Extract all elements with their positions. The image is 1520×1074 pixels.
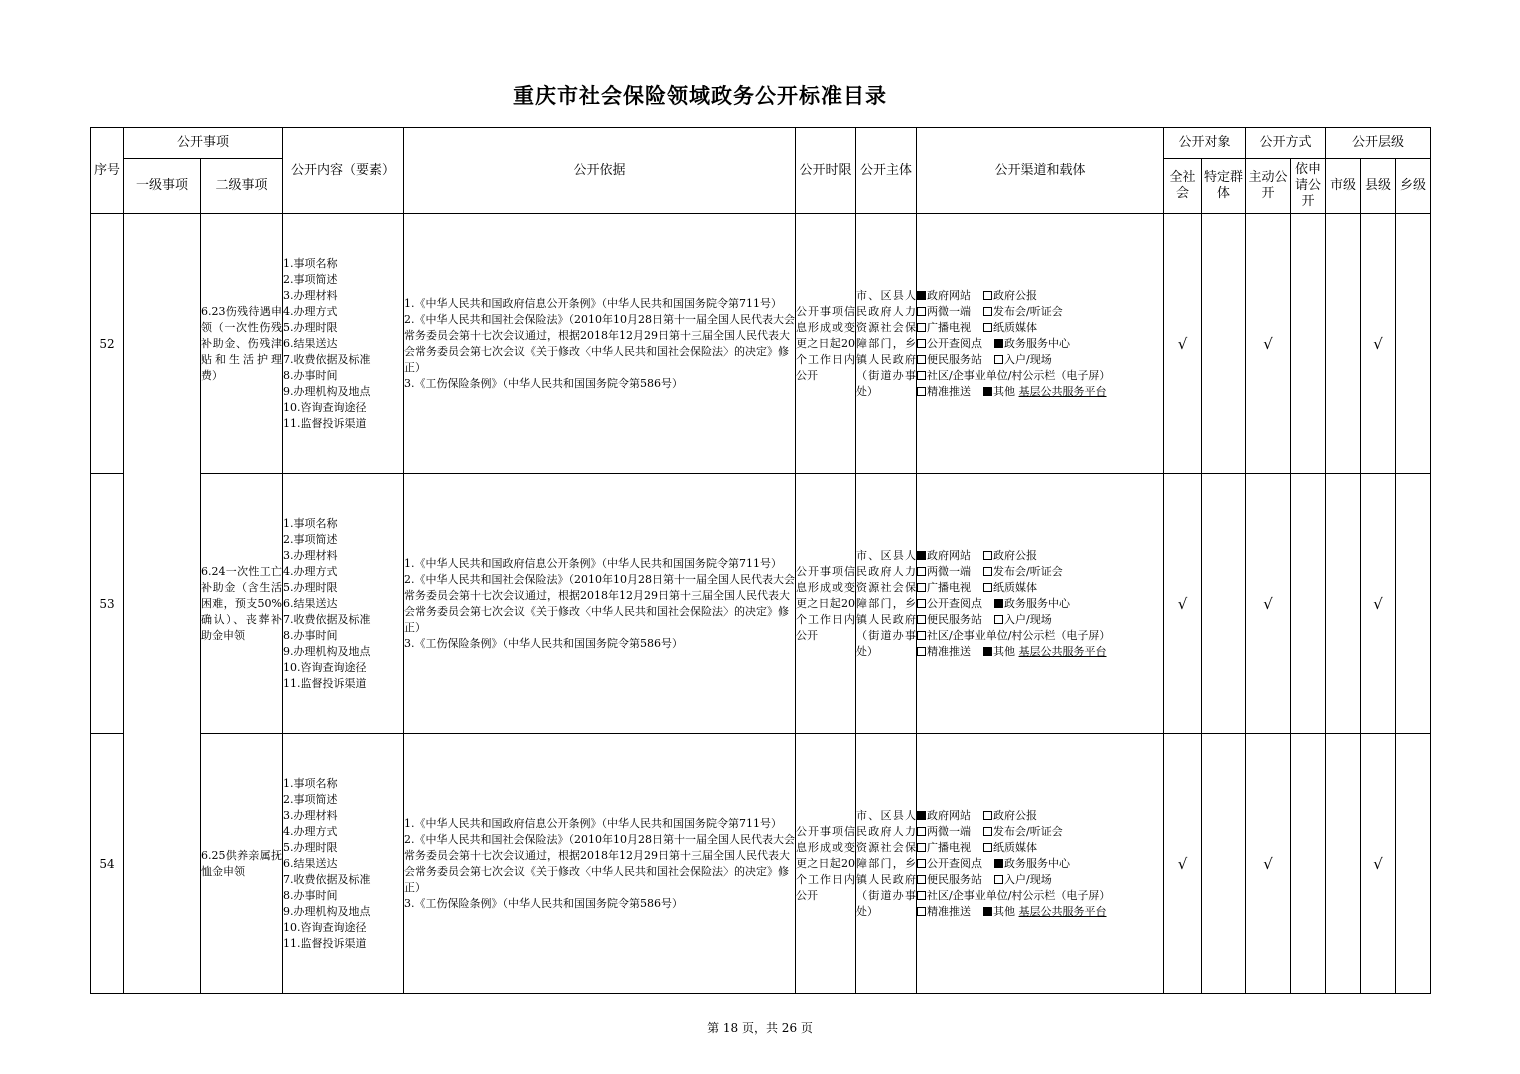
content-item: 10.咨询查询途径 [283, 920, 367, 934]
checkbox-door-to-door [994, 875, 1003, 884]
row-basis [404, 734, 796, 994]
basis-item: 1.《中华人民共和国政府信息公开条例》（中华人民共和国国务院令第711号） [404, 816, 783, 830]
check-apply [1291, 214, 1326, 474]
checkbox-bulletin [917, 631, 926, 640]
row-basis [404, 474, 796, 734]
page-title: 重庆市社会保险领域政务公开标准目录 [513, 83, 887, 108]
row-level2: 6.25供养亲属抚恤金申领 [201, 734, 283, 994]
check-city [1326, 474, 1361, 734]
channel-label-gazette: 政府公报 [993, 548, 1038, 562]
channel-line [917, 580, 1163, 596]
check-city [1326, 734, 1361, 994]
channel-label-query-point: 公开查阅点 [927, 856, 983, 870]
channel-line [917, 628, 1163, 644]
content-item: 9.办理机构及地点 [283, 384, 371, 398]
channel-label-service-center: 政务服务中心 [1004, 336, 1071, 350]
channel-label-push: 精准推送 [927, 384, 972, 398]
basis-item: 2.《中华人民共和国社会保险法》（2010年10月28日第十一届全国人民代表大会常务委员会第十七次会议通过，根据2018年12月29日第十三届全国人民代表大会常务委员会第七次会议《关于修改〈中华人民共和国社会保险法〉的决定》修正） [404, 572, 795, 634]
checkbox-two-micro [917, 827, 926, 836]
content-item: 6.结果送达 [283, 856, 338, 870]
checkbox-bulletin [917, 891, 926, 900]
check-town [1396, 214, 1431, 474]
channel-other-value: 基层公共服务平台 [1018, 904, 1107, 918]
header-level-county: 县级 [1361, 159, 1396, 214]
header-level2: 二级事项 [201, 159, 283, 214]
channel-line [917, 872, 1163, 888]
header-seq: 序号 [91, 128, 124, 214]
checkbox-gov-site [917, 551, 926, 560]
channel-line [917, 352, 1163, 368]
table-row [91, 474, 1431, 734]
content-item: 2.事项简述 [283, 792, 338, 806]
row-subject: 市、区县人民政府人力资源社会保障部门，乡镇人民政府（街道办事处） [856, 734, 917, 994]
content-item: 7.收费依据及标准 [283, 612, 371, 626]
row-channels [917, 474, 1164, 734]
checkbox-gazette [983, 291, 992, 300]
content-item: 7.收费依据及标准 [283, 872, 371, 886]
check-town [1396, 474, 1431, 734]
channel-label-press: 发布会/听证会 [993, 564, 1063, 578]
checkbox-query-point [917, 859, 926, 868]
content-item: 4.办理方式 [283, 824, 338, 838]
checkbox-two-micro [917, 567, 926, 576]
channel-line [917, 856, 1163, 872]
header-audience-all: 全社会 [1164, 159, 1202, 214]
checkbox-push [917, 907, 926, 916]
checkbox-push [917, 647, 926, 656]
channel-label-gazette: 政府公报 [993, 288, 1038, 302]
checkbox-service-station [917, 615, 926, 624]
channel-label-service-station: 便民服务站 [927, 612, 983, 626]
check-specific [1202, 214, 1246, 474]
check-county: √ [1361, 214, 1396, 474]
header-method-apply: 依申请公开 [1291, 159, 1326, 214]
check-active: √ [1246, 734, 1291, 994]
content-item: 1.事项名称 [283, 516, 338, 530]
channel-label-broadcast: 广播电视 [927, 580, 972, 594]
row-channels [917, 734, 1164, 994]
channel-label-two-micro: 两微一端 [927, 824, 972, 838]
row-content [283, 734, 404, 994]
row-channels [917, 214, 1164, 474]
header-level-city: 市级 [1326, 159, 1361, 214]
checkbox-other [983, 907, 992, 916]
channel-line [917, 548, 1163, 564]
checkbox-door-to-door [994, 355, 1003, 364]
row-basis [404, 214, 796, 474]
checkbox-paper-media [983, 843, 992, 852]
table-row [91, 734, 1431, 994]
channel-line [917, 904, 1163, 920]
header-audience-specific: 特定群体 [1202, 159, 1246, 214]
channel-label-service-center: 政务服务中心 [1004, 596, 1071, 610]
checkbox-other [983, 647, 992, 656]
channel-label-broadcast: 广播电视 [927, 320, 972, 334]
content-item: 9.办理机构及地点 [283, 904, 371, 918]
check-specific [1202, 474, 1246, 734]
checkbox-push [917, 387, 926, 396]
channel-line [917, 888, 1163, 904]
channel-label-gov-site: 政府网站 [927, 288, 972, 302]
channel-label-bulletin: 社区/企事业单位/村公示栏（电子屏） [927, 368, 1111, 382]
channel-label-other: 其他 [993, 384, 1016, 398]
row-seq: 52 [91, 214, 124, 474]
header-level: 公开层级 [1326, 128, 1431, 159]
checkbox-gov-site [917, 811, 926, 820]
basis-item: 1.《中华人民共和国政府信息公开条例》（中华人民共和国国务院令第711号） [404, 556, 783, 570]
check-all: √ [1164, 474, 1202, 734]
header-method-active: 主动公开 [1246, 159, 1291, 214]
checkbox-service-center [994, 339, 1003, 348]
channel-label-service-station: 便民服务站 [927, 352, 983, 366]
channel-label-push: 精准推送 [927, 644, 972, 658]
channel-label-service-center: 政务服务中心 [1004, 856, 1071, 870]
header-audience: 公开对象 [1164, 128, 1246, 159]
checkbox-service-center [994, 599, 1003, 608]
check-county: √ [1361, 734, 1396, 994]
row-time-limit: 公开事项信息形成或变更之日起20个工作日内公开 [796, 214, 856, 474]
row-subject: 市、区县人民政府人力资源社会保障部门，乡镇人民政府（街道办事处） [856, 214, 917, 474]
row-level2: 6.23伤残待遇申领（一次性伤残补助金、伤残津贴和生活护理费） [201, 214, 283, 474]
row-level2: 6.24一次性工亡补助金（含生活困难，预支50%确认）、丧葬补助金申领 [201, 474, 283, 734]
content-item: 11.监督投诉渠道 [283, 936, 367, 950]
channel-label-gazette: 政府公报 [993, 808, 1038, 822]
check-specific [1202, 734, 1246, 994]
checkbox-service-station [917, 875, 926, 884]
check-all: √ [1164, 214, 1202, 474]
check-active: √ [1246, 474, 1291, 734]
channel-label-door-to-door: 入户/现场 [1004, 872, 1052, 886]
channel-line [917, 644, 1163, 660]
content-item: 6.结果送达 [283, 336, 338, 350]
content-item: 9.办理机构及地点 [283, 644, 371, 658]
channel-line [917, 288, 1163, 304]
table-body [91, 214, 1431, 994]
content-item: 1.事项名称 [283, 256, 338, 270]
content-item: 8.办事时间 [283, 368, 338, 382]
row-content [283, 474, 404, 734]
content-item: 3.办理材料 [283, 548, 338, 562]
content-item: 11.监督投诉渠道 [283, 676, 367, 690]
check-apply [1291, 734, 1326, 994]
checkbox-query-point [917, 339, 926, 348]
content-item: 8.办事时间 [283, 628, 338, 642]
header-basis: 公开依据 [404, 128, 796, 214]
row-seq: 53 [91, 474, 124, 734]
content-item: 11.监督投诉渠道 [283, 416, 367, 430]
channel-line [917, 304, 1163, 320]
checkbox-query-point [917, 599, 926, 608]
checkbox-press [983, 307, 992, 316]
check-county: √ [1361, 474, 1396, 734]
channel-label-door-to-door: 入户/现场 [1004, 612, 1052, 626]
channel-line [917, 596, 1163, 612]
channel-label-query-point: 公开查阅点 [927, 596, 983, 610]
basis-item: 3.《工伤保险条例》（中华人民共和国国务院令第586号） [404, 376, 684, 390]
content-item: 10.咨询查询途径 [283, 660, 367, 674]
basis-item: 3.《工伤保险条例》（中华人民共和国国务院令第586号） [404, 636, 684, 650]
checkbox-other [983, 387, 992, 396]
row-time-limit: 公开事项信息形成或变更之日起20个工作日内公开 [796, 474, 856, 734]
row-subject: 市、区县人民政府人力资源社会保障部门，乡镇人民政府（街道办事处） [856, 474, 917, 734]
channel-label-gov-site: 政府网站 [927, 808, 972, 822]
channel-label-door-to-door: 入户/现场 [1004, 352, 1052, 366]
checkbox-service-station [917, 355, 926, 364]
channel-label-two-micro: 两微一端 [927, 564, 972, 578]
content-item: 3.办理材料 [283, 288, 338, 302]
checkbox-broadcast [917, 323, 926, 332]
header-subject: 公开主体 [856, 128, 917, 214]
header-row-1 [91, 128, 1431, 159]
header-method: 公开方式 [1246, 128, 1326, 159]
channel-label-bulletin: 社区/企事业单位/村公示栏（电子屏） [927, 888, 1111, 902]
content-item: 6.结果送达 [283, 596, 338, 610]
channel-line [917, 564, 1163, 580]
row-seq: 54 [91, 734, 124, 994]
check-town [1396, 734, 1431, 994]
header-level-town: 乡级 [1396, 159, 1431, 214]
checkbox-broadcast [917, 843, 926, 852]
channel-line [917, 368, 1163, 384]
content-item: 10.咨询查询途径 [283, 400, 367, 414]
checkbox-paper-media [983, 323, 992, 332]
channel-line [917, 320, 1163, 336]
channel-label-other: 其他 [993, 644, 1016, 658]
channel-label-gov-site: 政府网站 [927, 548, 972, 562]
content-item: 5.办理时限 [283, 320, 338, 334]
header-items: 公开事项 [124, 128, 283, 159]
content-item: 2.事项简述 [283, 532, 338, 546]
content-item: 4.办理方式 [283, 304, 338, 318]
channel-label-query-point: 公开查阅点 [927, 336, 983, 350]
channel-label-push: 精准推送 [927, 904, 972, 918]
content-item: 4.办理方式 [283, 564, 338, 578]
disclosure-catalog-table [90, 127, 1431, 994]
check-apply [1291, 474, 1326, 734]
checkbox-press [983, 827, 992, 836]
channel-label-two-micro: 两微一端 [927, 304, 972, 318]
channel-label-paper-media: 纸质媒体 [993, 320, 1038, 334]
page-footer: 第 18 页，共 26 页 [707, 1021, 813, 1035]
channel-label-broadcast: 广播电视 [927, 840, 972, 854]
channel-label-other: 其他 [993, 904, 1016, 918]
content-item: 5.办理时限 [283, 840, 338, 854]
checkbox-gazette [983, 551, 992, 560]
row-time-limit: 公开事项信息形成或变更之日起20个工作日内公开 [796, 734, 856, 994]
content-item: 7.收费依据及标准 [283, 352, 371, 366]
channel-label-service-station: 便民服务站 [927, 872, 983, 886]
checkbox-bulletin [917, 371, 926, 380]
header-channels: 公开渠道和载体 [917, 128, 1164, 214]
checkbox-door-to-door [994, 615, 1003, 624]
channel-label-press: 发布会/听证会 [993, 824, 1063, 838]
channel-other-value: 基层公共服务平台 [1018, 384, 1107, 398]
content-item: 5.办理时限 [283, 580, 338, 594]
checkbox-broadcast [917, 583, 926, 592]
row-level1 [124, 214, 201, 994]
channel-label-press: 发布会/听证会 [993, 304, 1063, 318]
channel-line [917, 384, 1163, 400]
channel-line [917, 840, 1163, 856]
header-time-limit: 公开时限 [796, 128, 856, 214]
channel-line [917, 336, 1163, 352]
basis-item: 2.《中华人民共和国社会保险法》（2010年10月28日第十一届全国人民代表大会常务委员会第十七次会议通过，根据2018年12月29日第十三届全国人民代表大会常务委员会第七次会议《关于修改〈中华人民共和国社会保险法〉的决定》修正） [404, 832, 795, 894]
basis-item: 2.《中华人民共和国社会保险法》（2010年10月28日第十一届全国人民代表大会常务委员会第十七次会议通过，根据2018年12月29日第十三届全国人民代表大会常务委员会第七次会议《关于修改〈中华人民共和国社会保险法〉的决定》修正） [404, 312, 795, 374]
content-item: 2.事项简述 [283, 272, 338, 286]
basis-item: 3.《工伤保险条例》（中华人民共和国国务院令第586号） [404, 896, 684, 910]
content-item: 3.办理材料 [283, 808, 338, 822]
row-content [283, 214, 404, 474]
channel-label-paper-media: 纸质媒体 [993, 580, 1038, 594]
channel-other-value: 基层公共服务平台 [1018, 644, 1107, 658]
channel-line [917, 612, 1163, 628]
checkbox-paper-media [983, 583, 992, 592]
check-active: √ [1246, 214, 1291, 474]
content-item: 8.办事时间 [283, 888, 338, 902]
header-content: 公开内容（要素） [283, 128, 404, 214]
checkbox-service-center [994, 859, 1003, 868]
table-row [91, 214, 1431, 474]
checkbox-two-micro [917, 307, 926, 316]
basis-item: 1.《中华人民共和国政府信息公开条例》（中华人民共和国国务院令第711号） [404, 296, 783, 310]
checkbox-press [983, 567, 992, 576]
channel-line [917, 808, 1163, 824]
checkbox-gazette [983, 811, 992, 820]
check-city [1326, 214, 1361, 474]
header-level1: 一级事项 [124, 159, 201, 214]
checkbox-gov-site [917, 291, 926, 300]
check-all: √ [1164, 734, 1202, 994]
channel-line [917, 824, 1163, 840]
channel-label-bulletin: 社区/企事业单位/村公示栏（电子屏） [927, 628, 1111, 642]
content-item: 1.事项名称 [283, 776, 338, 790]
channel-label-paper-media: 纸质媒体 [993, 840, 1038, 854]
